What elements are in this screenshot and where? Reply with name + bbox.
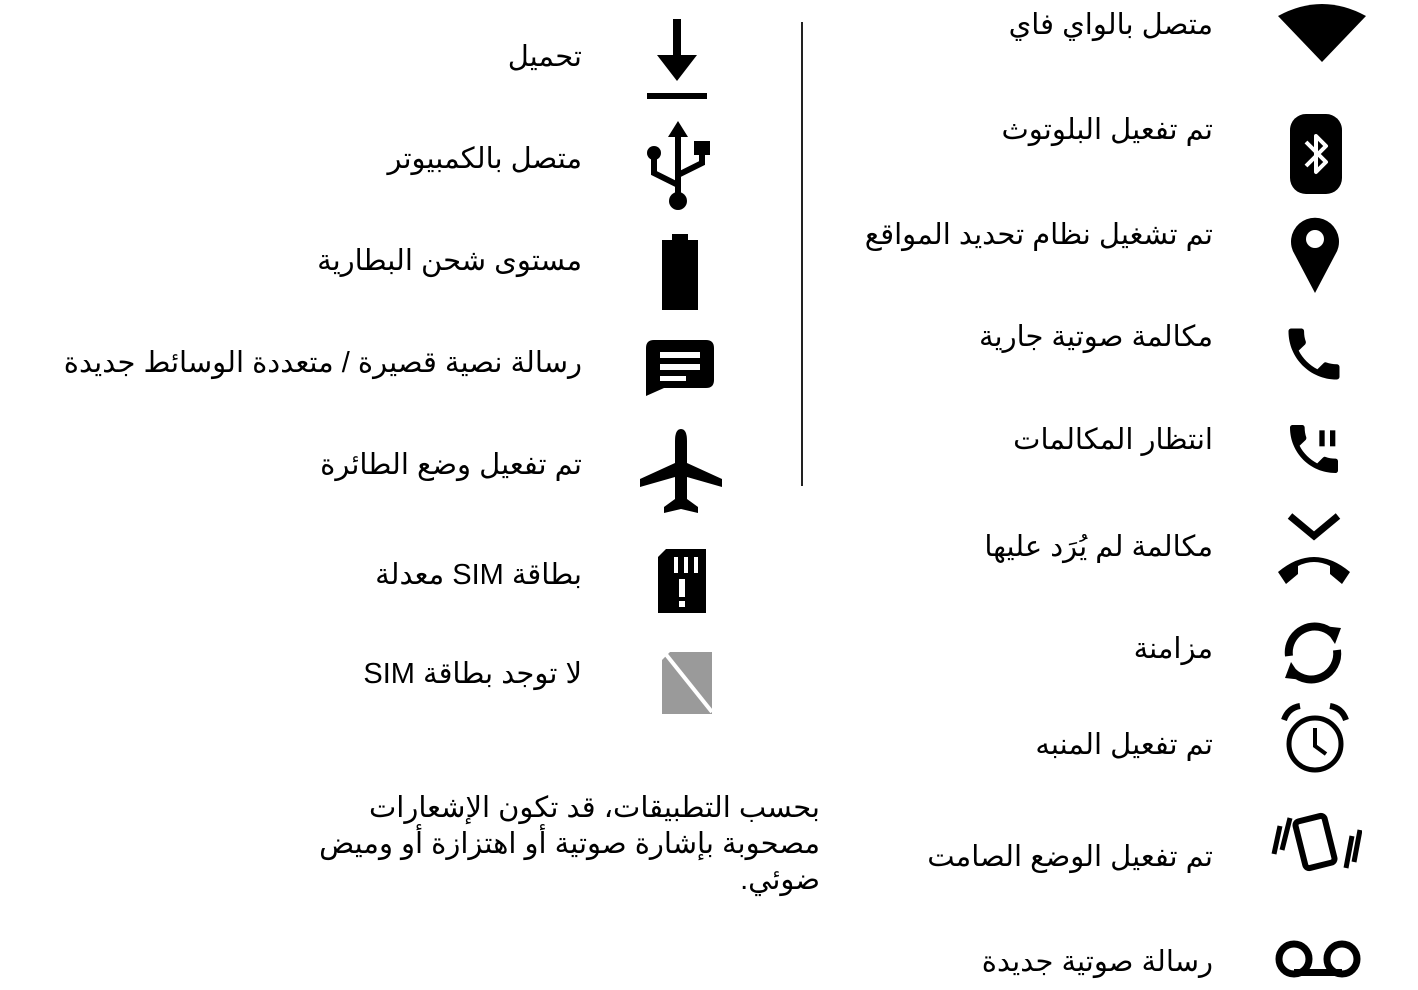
call-hold-icon xyxy=(1278,415,1350,483)
usb-label: متصل بالكمبيوتر xyxy=(387,143,582,175)
voicemail-label: رسالة صوتية جديدة xyxy=(981,946,1213,978)
vibrate-label: تم تفعيل الوضع الصامت xyxy=(927,841,1213,873)
wifi-icon xyxy=(1272,0,1372,68)
download-label: تحميل xyxy=(507,41,582,73)
vibrate-icon xyxy=(1268,806,1364,880)
battery-icon xyxy=(656,232,704,312)
alarm-label: تم تفعيل المنبه xyxy=(1035,729,1213,761)
bluetooth-icon xyxy=(1286,112,1346,196)
wifi-label: متصل بالواي فاي xyxy=(1008,9,1213,41)
airplane-label: تم تفعيل وضع الطائرة xyxy=(320,449,582,481)
battery-label: مستوى شحن البطارية xyxy=(317,245,582,277)
phone-call-label: مكالمة صوتية جارية xyxy=(978,321,1213,353)
missed-call-label: مكالمة لم يُرَد عليها xyxy=(984,531,1213,563)
voicemail-icon xyxy=(1270,932,1366,986)
alarm-icon xyxy=(1276,700,1354,780)
airplane-icon xyxy=(636,425,726,517)
sim-card-label: بطاقة SIM معدلة xyxy=(375,559,582,591)
location-label: تم تشغيل نظام تحديد المواقع xyxy=(864,219,1213,251)
call-hold-label: انتظار المكالمات xyxy=(1013,424,1213,456)
message-label: رسالة نصية قصيرة / متعددة الوسائط جديدة xyxy=(63,347,582,379)
bluetooth-label: تم تفعيل البلوتوث xyxy=(1001,114,1213,146)
usb-icon xyxy=(640,118,716,214)
message-icon xyxy=(642,335,718,399)
no-sim-icon xyxy=(656,648,716,718)
no-sim-label: لا توجد بطاقة SIM xyxy=(363,658,582,690)
missed-call-icon xyxy=(1272,510,1356,588)
sim-card-icon xyxy=(652,546,712,616)
phone-call-icon xyxy=(1278,318,1350,390)
location-pin-icon xyxy=(1283,210,1347,296)
download-icon xyxy=(642,14,712,104)
sync-label: مزامنة xyxy=(1133,633,1213,665)
notification-note: بحسب التطبيقات، قد تكون الإشعارات مصحوبة بإشارة صوتية أو اهتزازة أو وميض ضوئي. xyxy=(319,792,820,896)
sync-icon xyxy=(1270,612,1356,694)
divider xyxy=(801,22,803,486)
